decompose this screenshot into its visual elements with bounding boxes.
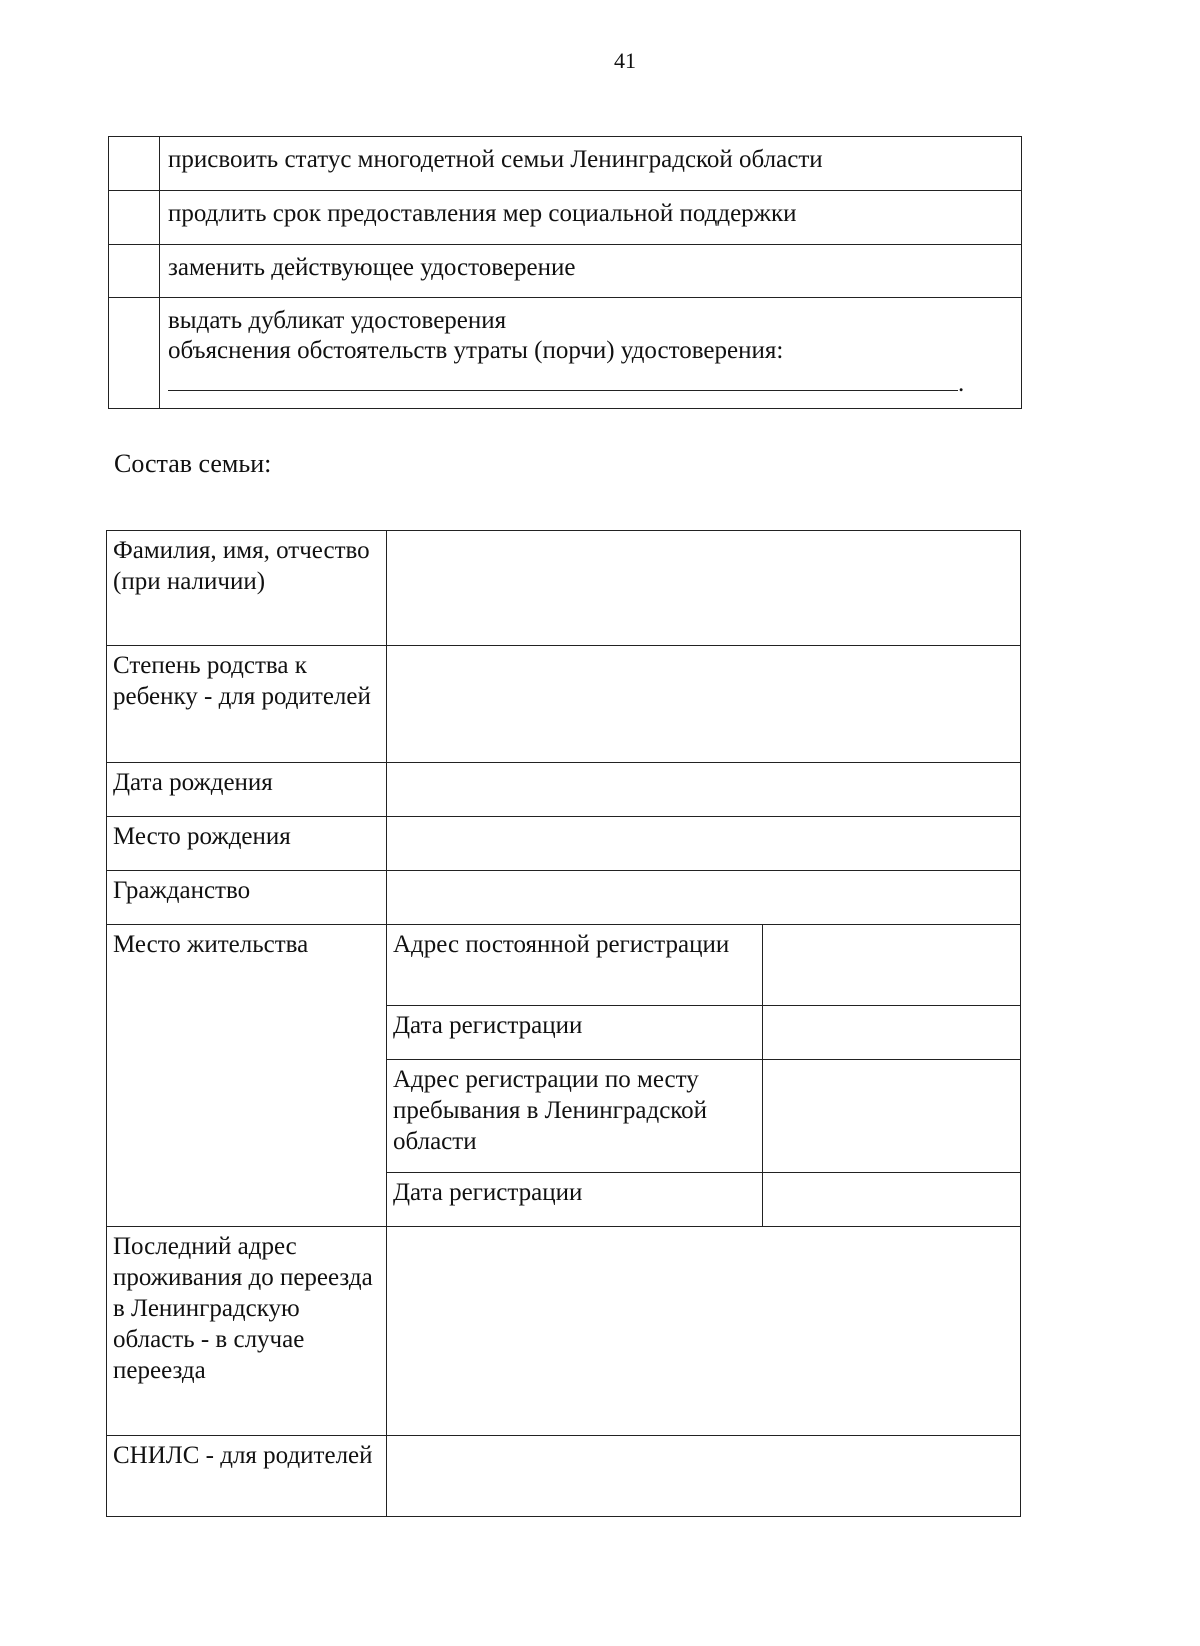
option-checkbox[interactable] — [109, 137, 160, 191]
citizenship-label: Гражданство — [107, 871, 387, 925]
registration-date-label: Дата регистрации — [387, 1006, 763, 1060]
stay-registration-date-value[interactable] — [763, 1173, 1021, 1227]
option-label: заменить действующее удостоверение — [160, 245, 1022, 298]
options-table — [108, 136, 1022, 409]
line-end: . — [958, 370, 965, 397]
option-row — [109, 298, 1022, 409]
permanent-address-label: Адрес постоянной регистрации — [387, 925, 763, 1006]
stay-registration-date-label: Дата регистрации — [387, 1173, 763, 1227]
snils-value[interactable] — [387, 1436, 1021, 1517]
section-heading: Состав семьи: — [114, 449, 272, 478]
option-label: продлить срок предоставления мер социальной поддержки — [160, 191, 1022, 245]
fio-label: Фамилия, имя, отчество (при наличии) — [107, 531, 387, 646]
birth-place-label: Место рождения — [107, 817, 387, 871]
permanent-address-value[interactable] — [763, 925, 1021, 1006]
family-table — [106, 530, 1021, 1517]
option-checkbox[interactable] — [109, 191, 160, 245]
stay-address-value[interactable] — [763, 1060, 1021, 1173]
option-label: присвоить статус многодетной семьи Ленинградской области — [160, 137, 1022, 191]
fio-value[interactable] — [387, 531, 1021, 646]
last-address-label: Последний адрес проживания до переезда в Ленинградскую область - в случае переезда — [107, 1227, 387, 1436]
last-address-value[interactable] — [387, 1227, 1021, 1436]
birth-date-value[interactable] — [387, 763, 1021, 817]
option-cell — [160, 298, 1022, 409]
explanation-line — [168, 366, 1013, 399]
birth-date-label: Дата рождения — [107, 763, 387, 817]
option-checkbox[interactable] — [109, 245, 160, 298]
option-row — [109, 137, 1022, 191]
stay-address-label: Адрес регистрации по месту пребывания в Ленинградской области — [387, 1060, 763, 1173]
option-row — [109, 191, 1022, 245]
residence-label: Место жительства — [107, 925, 387, 1227]
option-label: выдать дубликат удостоверения — [168, 307, 507, 334]
relation-value[interactable] — [387, 646, 1021, 763]
page-number: 41 — [614, 48, 636, 73]
relation-label: Степень родства к ребенку - для родителей — [107, 646, 387, 763]
registration-date-value[interactable] — [763, 1006, 1021, 1060]
citizenship-value[interactable] — [387, 871, 1021, 925]
explanation-input[interactable] — [168, 366, 958, 391]
option-sublabel: объяснения обстоятельств утраты (порчи) удостоверения: — [168, 337, 784, 364]
option-checkbox[interactable] — [109, 298, 160, 409]
snils-label: СНИЛС - для родителей — [107, 1436, 387, 1517]
birth-place-value[interactable] — [387, 817, 1021, 871]
option-row — [109, 245, 1022, 298]
